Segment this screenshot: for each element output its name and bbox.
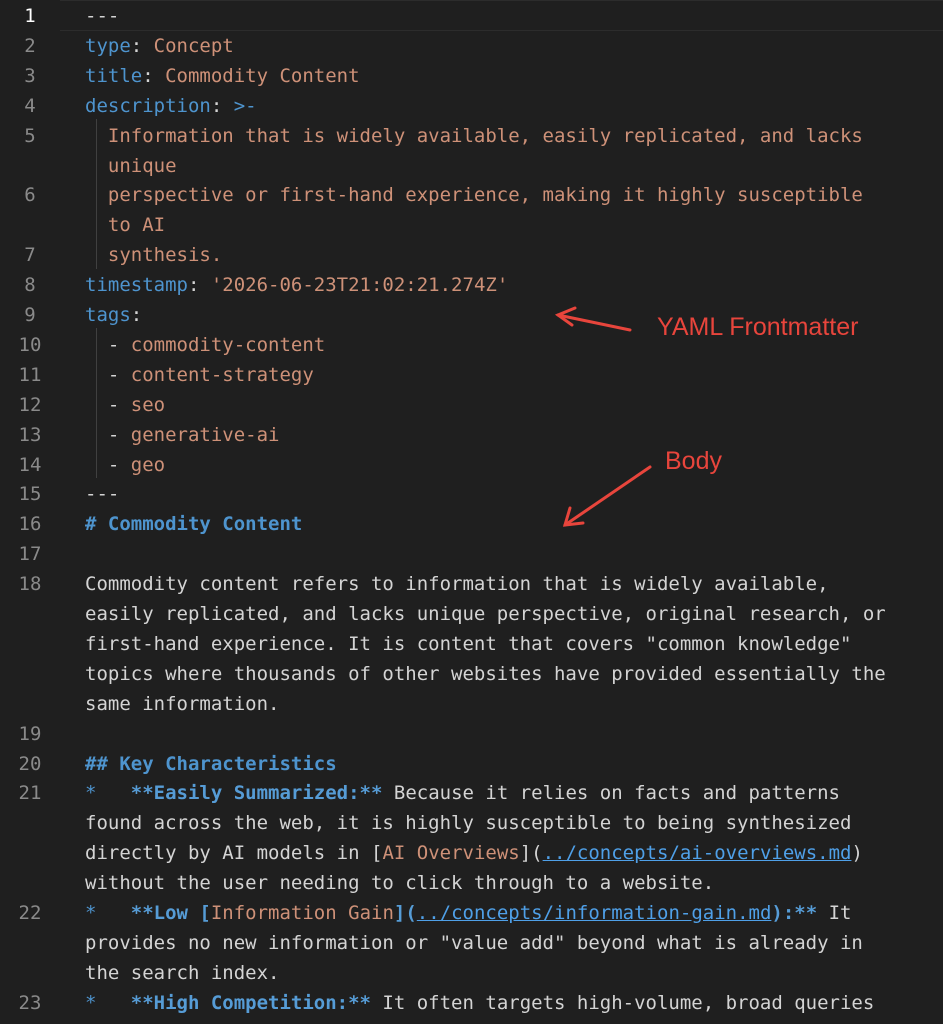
code-token: provides no new information or "value add" beyond what is already in: [85, 931, 863, 954]
line-number: 4: [24, 94, 36, 117]
code-token: :: [130, 34, 154, 57]
code-token: content-strategy: [130, 363, 314, 386]
code-token: **Low: [130, 902, 200, 924]
line-number: 18: [18, 573, 42, 596]
code-token: **Easily Summarized:**: [130, 782, 383, 805]
code-token: *: [85, 782, 131, 805]
line-number: 12: [18, 393, 42, 416]
line-number: 8: [24, 274, 36, 297]
line-number: 10: [18, 333, 42, 356]
code-token: ---: [85, 483, 120, 506]
yaml-frontmatter-annotation: YAML Frontmatter: [657, 313, 859, 341]
code-token: geo: [130, 453, 166, 476]
code-token: -: [85, 333, 131, 356]
code-token: same information.: [85, 692, 280, 715]
code-token: [: [370, 842, 383, 865]
code-token: title: [85, 64, 143, 87]
code-token: synthesis.: [85, 244, 223, 267]
line-number: 20: [18, 752, 42, 775]
code-token: :: [130, 304, 143, 326]
body-annotation: Body: [665, 447, 722, 475]
code-token: easily replicated, and lacks unique perspective, original research, or: [85, 603, 886, 625]
code-token: ---: [85, 5, 120, 27]
line-number: 17: [18, 543, 42, 566]
code-token: -: [85, 363, 131, 386]
line-number: 19: [18, 722, 42, 745]
code-token: timestamp: [85, 274, 188, 297]
code-token: :: [142, 64, 166, 87]
code-token: to AI: [85, 214, 166, 237]
code-token: -: [85, 423, 131, 446]
line-number: 3: [24, 64, 36, 87]
code-token: -: [85, 393, 131, 416]
code-token: It often targets high-volume, broad queries: [370, 991, 875, 1014]
code-token: ](: [393, 902, 417, 924]
code-token: Because it relies on facts and patterns: [382, 782, 840, 805]
code-token: Commodity Content: [165, 64, 360, 87]
code-token: first-hand experience. It is content that covers "common knowledge": [85, 632, 852, 655]
code-token: Information Gain: [210, 902, 394, 924]
code-token: Commodity content refers to information that is widely available,: [85, 573, 829, 596]
code-token: *: [85, 991, 131, 1014]
code-token: Concept: [153, 34, 234, 57]
code-token: '2026-06-23T21:02:21.274Z': [210, 274, 509, 297]
code-token: *: [85, 902, 131, 924]
code-token: generative-ai: [130, 423, 280, 446]
line-number: 6: [24, 184, 36, 207]
line-number: 23: [18, 991, 42, 1014]
code-token: It: [817, 902, 852, 924]
code-token: :: [210, 94, 234, 117]
line-number: 15: [18, 483, 42, 506]
body-arrow: [565, 467, 650, 525]
line-number: 2: [24, 34, 36, 57]
code-token: ):**: [771, 902, 818, 924]
line-number: 11: [18, 363, 42, 386]
code-token: directly by AI models in: [85, 842, 371, 865]
code-token[interactable]: ../concepts/ai-overviews.md: [542, 842, 852, 865]
line-number: 13: [18, 423, 42, 446]
code-token: perspective or first-hand experience, making it highly susceptible: [85, 184, 863, 207]
code-token: ): [851, 842, 863, 865]
code-token: **High Competition:**: [130, 991, 371, 1014]
code-token: ](: [519, 842, 543, 865]
code-token: topics where thousands of other websites have provided essentially the: [85, 662, 886, 685]
code-token: without the user needing to click through to a website.: [85, 872, 715, 895]
code-token: ## Key Characteristics: [85, 752, 337, 775]
code-token: AI Overviews: [382, 842, 520, 865]
code-token: :: [187, 274, 211, 297]
frontmatter-arrow: [558, 308, 630, 330]
code-token: # Commodity Content: [85, 513, 303, 536]
code-token: tags: [85, 304, 131, 326]
line-number: 7: [24, 244, 36, 267]
code-token: commodity-content: [130, 333, 326, 356]
code-token: unique: [85, 154, 177, 177]
code-token: the search index.: [85, 961, 280, 984]
line-number: 16: [18, 513, 42, 536]
code-token[interactable]: ../concepts/information-gain.md: [416, 902, 772, 924]
line-number: 9: [24, 304, 36, 326]
code-token: seo: [130, 393, 166, 416]
line-number: 5: [24, 124, 36, 147]
code-token: -: [85, 453, 131, 476]
code-token: [: [199, 902, 211, 924]
code-token: Information that is widely available, easily replicated, and lacks: [85, 124, 863, 147]
line-number: 14: [18, 453, 42, 476]
line-number: 21: [18, 782, 42, 805]
code-token: found across the web, it is highly susceptible to being synthesized: [85, 812, 852, 835]
code-token: description: [85, 94, 211, 117]
line-number: 22: [18, 902, 42, 924]
code-token: type: [85, 34, 131, 57]
code-token: >-: [233, 94, 257, 117]
line-number: 1: [24, 5, 36, 27]
